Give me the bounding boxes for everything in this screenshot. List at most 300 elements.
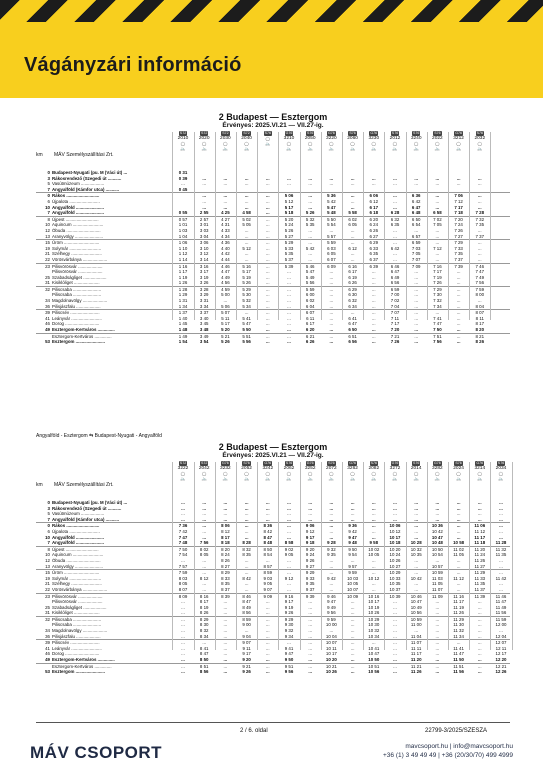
time-cell: 10 50 bbox=[431, 546, 443, 552]
row-km: 7 bbox=[47, 540, 50, 546]
train-column-header bbox=[259, 460, 277, 482]
time-cell: ... bbox=[414, 315, 419, 321]
time-cell: 6 20 bbox=[369, 216, 379, 222]
time-cell: ... bbox=[477, 657, 482, 663]
time-cell: 7 57 bbox=[178, 563, 188, 569]
row-km: 49 bbox=[45, 327, 50, 333]
row-km: 15 bbox=[45, 240, 50, 246]
time-cell: 9 20 bbox=[305, 546, 315, 552]
time-cell: ... bbox=[371, 516, 376, 522]
time-cell: ... bbox=[350, 610, 355, 616]
row-km: 7 bbox=[47, 186, 50, 192]
time-cell: 9 20 bbox=[242, 657, 251, 663]
train-number: 3230 bbox=[368, 135, 380, 141]
row-km: 5 bbox=[47, 511, 50, 517]
row-station: Kisiklóliget ..................... bbox=[52, 280, 100, 286]
time-cell: ... bbox=[371, 511, 376, 517]
timetable-header bbox=[36, 130, 510, 170]
time-cell: ... bbox=[456, 500, 461, 505]
time-cell: 10 19 bbox=[368, 604, 380, 610]
time-cell: 7 41 bbox=[433, 315, 442, 321]
row-km: 3 bbox=[47, 175, 50, 181]
table-row bbox=[36, 657, 510, 664]
time-cell: 8 27 bbox=[221, 563, 230, 569]
time-cell: ... bbox=[265, 645, 270, 651]
time-cell: 6 24 bbox=[369, 222, 379, 228]
train-column-header bbox=[322, 460, 340, 482]
time-cell: ... bbox=[393, 651, 397, 657]
time-cell: ... bbox=[456, 269, 461, 275]
row-station: Leányvár ......................... bbox=[52, 315, 102, 321]
time-cell: 6 26 bbox=[348, 280, 357, 286]
time-cell: 5 33 bbox=[284, 245, 294, 251]
time-cell: 8 20 bbox=[475, 327, 485, 333]
time-cell: ... bbox=[414, 327, 419, 333]
contact-web: mavcsoport.hu | info@mavcsoport.hu bbox=[405, 743, 513, 750]
time-cell: ... bbox=[435, 198, 440, 204]
time-cell: ... bbox=[308, 516, 313, 522]
table-row bbox=[36, 327, 510, 334]
time-cell: ... bbox=[456, 516, 461, 522]
time-cell: 7 26 bbox=[390, 339, 400, 345]
time-cell: ... bbox=[329, 175, 334, 181]
row-km: 3 bbox=[47, 505, 50, 511]
time-cell: 11 49 bbox=[495, 604, 507, 610]
time-cell: 10 42 bbox=[431, 528, 443, 534]
time-cell: ... bbox=[308, 633, 313, 639]
time-cell: 11 27 bbox=[474, 563, 486, 569]
time-cell: ... bbox=[223, 204, 228, 210]
time-cell: ... bbox=[371, 557, 376, 563]
time-cell: ... bbox=[371, 528, 376, 534]
time-cell: ... bbox=[371, 333, 376, 339]
time-cell: 9 47 bbox=[284, 651, 294, 657]
time-cell: 8 32 bbox=[199, 628, 209, 634]
time-cell: 7 39 bbox=[454, 263, 463, 269]
time-cell: 8 59 bbox=[242, 616, 251, 622]
time-cell: ... bbox=[181, 599, 185, 605]
time-cell: ... bbox=[414, 181, 419, 187]
time-cell: ... bbox=[265, 286, 270, 292]
time-cell: 5 56 bbox=[242, 339, 251, 345]
time-cell: ... bbox=[265, 269, 270, 275]
time-cell: 9 05 bbox=[284, 552, 294, 558]
time-cell: ... bbox=[350, 599, 355, 605]
time-cell: 8 42 bbox=[263, 528, 273, 534]
time-cell: 9 56 bbox=[327, 610, 336, 616]
time-cell: 5 19 bbox=[242, 274, 251, 280]
time-cell: 8 58 bbox=[284, 540, 294, 546]
time-cell: 6 47 bbox=[411, 204, 421, 210]
time-cell: ... bbox=[265, 256, 270, 262]
time-cell: ... bbox=[456, 175, 461, 181]
time-cell: ... bbox=[499, 570, 503, 576]
time-cell: 10 26 bbox=[389, 557, 401, 563]
row-km: 15 bbox=[45, 570, 50, 576]
time-cell: ... bbox=[456, 327, 461, 333]
time-cell: 6 17 bbox=[348, 269, 357, 275]
timetable-validity: Érvényes: 2025.VI.21 — VII.27-ig. bbox=[222, 452, 324, 459]
bicycle-icon: ◯ 🚲 bbox=[371, 471, 377, 482]
time-cell: 8 47 bbox=[242, 599, 251, 605]
time-cell: 11 00 bbox=[410, 622, 422, 628]
time-cell: ... bbox=[202, 198, 207, 204]
time-cell: 1 31 bbox=[178, 298, 188, 304]
row-station: Leányvár ......................... bbox=[52, 645, 102, 651]
row-station: Aquincum ......................... bbox=[52, 552, 104, 558]
time-cell: ... bbox=[477, 175, 482, 181]
time-cell: 7 02 bbox=[433, 216, 442, 222]
time-cell: 7 46 bbox=[475, 263, 485, 269]
time-cell: 8 50 bbox=[263, 546, 273, 552]
time-cell: 10 35 bbox=[389, 581, 401, 587]
time-cell: 4 49 bbox=[221, 274, 230, 280]
time-cell: 5 35 bbox=[284, 251, 294, 257]
train-number: 2014 bbox=[410, 465, 422, 471]
time-cell: 10 39 bbox=[389, 593, 401, 599]
bicycle-icon: ◯ 🚲 bbox=[243, 471, 250, 482]
time-cell: 6 17 bbox=[369, 204, 379, 210]
time-cell: 6 07 bbox=[327, 256, 336, 262]
time-cell: 8 35 bbox=[242, 552, 251, 558]
time-cell: 7 56 bbox=[433, 339, 442, 345]
time-cell: 11 02 bbox=[453, 546, 464, 552]
time-cell: 6 54 bbox=[411, 222, 421, 228]
header-banner bbox=[0, 0, 543, 98]
time-cell: 4 58 bbox=[242, 210, 251, 216]
time-cell: 6 50 bbox=[348, 327, 357, 333]
time-cell: ... bbox=[435, 500, 440, 505]
time-cell: 6 00 bbox=[305, 292, 315, 298]
time-cell: ... bbox=[287, 327, 291, 333]
time-cell: 4 25 bbox=[221, 210, 230, 216]
time-cell: ... bbox=[329, 570, 334, 576]
time-cell: 11 12 bbox=[453, 575, 464, 581]
row-station: Vörösvárbánya .................... bbox=[52, 586, 108, 592]
time-cell: ... bbox=[265, 315, 270, 321]
row-station: Magdolnavölgy .................... bbox=[52, 298, 108, 304]
time-cell: 8 33 bbox=[221, 575, 230, 581]
time-cell: ... bbox=[393, 204, 397, 210]
row-station: Angyalföld ....................... bbox=[52, 204, 104, 210]
time-cell: 1 06 bbox=[178, 240, 188, 246]
column-divider bbox=[469, 462, 470, 650]
time-cell: 7 30 bbox=[433, 292, 442, 298]
time-cell: ... bbox=[499, 628, 503, 634]
time-cell: 8 26 bbox=[199, 610, 209, 616]
timetable-title: 2 Budapest — Esztergom bbox=[218, 112, 328, 122]
time-cell: ... bbox=[244, 570, 249, 576]
time-cell: 0 31 bbox=[178, 170, 188, 175]
row-km: 22 bbox=[45, 586, 50, 592]
time-cell: 6 49 bbox=[390, 274, 400, 280]
time-cell: 6 09 bbox=[327, 263, 336, 269]
time-cell: 8 18 bbox=[221, 540, 230, 546]
time-cell: 5 17 bbox=[284, 204, 294, 210]
time-cell: ... bbox=[350, 633, 355, 639]
table-row bbox=[36, 587, 510, 594]
time-cell: ... bbox=[477, 610, 482, 616]
train-column-header bbox=[301, 460, 319, 482]
time-cell: 9 59 bbox=[327, 616, 336, 622]
row-km: 19 bbox=[45, 245, 50, 251]
train-line-badge: G76 bbox=[285, 131, 293, 135]
time-cell: ... bbox=[308, 622, 313, 628]
time-cell: 5 24 bbox=[284, 222, 294, 228]
time-cell: ... bbox=[456, 315, 461, 321]
time-cell: ... bbox=[202, 528, 207, 534]
time-cell: ... bbox=[265, 321, 270, 327]
time-cell: 11 11 bbox=[411, 645, 422, 651]
time-cell: 10 36 bbox=[431, 523, 443, 529]
time-cell: 6 05 bbox=[348, 222, 357, 228]
time-cell: ... bbox=[435, 616, 440, 622]
column-divider bbox=[321, 462, 322, 650]
time-cell: ... bbox=[350, 175, 355, 181]
row-km: 13 bbox=[45, 233, 50, 239]
time-cell: 5 12 bbox=[284, 198, 294, 204]
time-cell: ... bbox=[265, 633, 270, 639]
time-cell: 7 12 bbox=[433, 245, 442, 251]
train-number: 2034 bbox=[495, 465, 507, 471]
column-divider bbox=[427, 132, 428, 320]
column-divider bbox=[278, 132, 279, 320]
time-cell: 1 10 bbox=[178, 245, 188, 251]
time-cell: ... bbox=[265, 557, 270, 563]
time-cell: ... bbox=[435, 645, 440, 651]
time-cell: ... bbox=[287, 528, 291, 534]
time-cell: 9 56 bbox=[284, 669, 294, 675]
time-cell: 10 48 bbox=[431, 540, 443, 546]
row-station: Angyalföld ....................... bbox=[52, 210, 104, 216]
time-cell: ... bbox=[350, 663, 355, 669]
time-cell: ... bbox=[414, 227, 419, 233]
column-divider bbox=[342, 132, 343, 320]
column-divider bbox=[321, 132, 322, 320]
time-cell: 1 29 bbox=[178, 292, 188, 298]
time-cell: 4 44 bbox=[221, 256, 230, 262]
time-cell: 7 29 bbox=[433, 286, 442, 292]
time-cell: 6 39 bbox=[369, 263, 379, 269]
time-cell: 6 50 bbox=[411, 216, 421, 222]
bicycle-icon: ◯ 🚲 bbox=[413, 141, 419, 152]
time-cell: ... bbox=[371, 339, 376, 345]
time-cell: ... bbox=[329, 298, 334, 304]
time-cell: 7 04 bbox=[390, 303, 400, 309]
row-km: 6 bbox=[47, 198, 50, 204]
time-cell: ... bbox=[435, 622, 440, 628]
time-cell: ... bbox=[265, 193, 270, 199]
time-cell: 10 54 bbox=[431, 552, 443, 558]
time-cell: 10 02 bbox=[368, 546, 380, 552]
time-cell: 11 05 bbox=[453, 552, 464, 558]
time-cell: 6 04 bbox=[305, 303, 315, 309]
time-cell: 9 29 bbox=[305, 570, 315, 576]
time-cell: 12 26 bbox=[495, 669, 507, 675]
time-cell: ... bbox=[202, 557, 207, 563]
column-divider bbox=[406, 462, 407, 650]
row-km: 32 bbox=[45, 616, 50, 622]
time-cell: 10 12 bbox=[389, 528, 401, 534]
time-cell: ... bbox=[244, 193, 249, 199]
time-cell: ... bbox=[265, 616, 270, 622]
train-number: 2032 bbox=[474, 135, 486, 141]
time-cell: ... bbox=[350, 233, 355, 239]
time-cell: 8 59 bbox=[263, 570, 273, 576]
time-cell: ... bbox=[371, 310, 376, 316]
time-cell: ... bbox=[435, 227, 440, 233]
time-cell: ... bbox=[265, 181, 270, 187]
time-cell: 5 36 bbox=[327, 193, 336, 199]
row-station: Esztergom-Kertváros .............. bbox=[52, 657, 115, 663]
time-cell: ... bbox=[414, 516, 419, 522]
bicycle-icon: ◯ 🚲 bbox=[180, 141, 186, 152]
time-cell: ... bbox=[329, 511, 334, 517]
time-cell: ... bbox=[287, 500, 291, 505]
train-number: 2012 bbox=[389, 135, 401, 141]
time-cell: ... bbox=[414, 292, 419, 298]
time-cell: ... bbox=[350, 251, 355, 257]
bicycle-icon: ◯ 🚲 bbox=[477, 141, 483, 152]
bicycle-icon: ◯ 🚲 bbox=[222, 141, 228, 152]
column-divider bbox=[384, 462, 385, 650]
column-divider bbox=[384, 132, 385, 320]
time-cell: ... bbox=[456, 292, 461, 298]
time-cell: 11 24 bbox=[474, 552, 486, 558]
time-cell: 6 33 bbox=[369, 245, 379, 251]
time-cell: ... bbox=[308, 610, 313, 616]
contact-phone: +36 (1) 3 49 49 49 | +36 (20/30/70) 499 4999 bbox=[383, 752, 513, 759]
time-cell: 5 59 bbox=[327, 240, 336, 246]
time-cell: 5 20 bbox=[284, 216, 294, 222]
time-cell: 7 42 bbox=[178, 528, 188, 534]
time-cell: ... bbox=[329, 333, 334, 339]
time-cell: ... bbox=[393, 505, 397, 511]
bicycle-icon: ◯ 🚲 bbox=[201, 141, 207, 152]
row-station: Óbuda ............................ bbox=[52, 557, 101, 563]
time-cell: ... bbox=[329, 528, 334, 534]
time-cell: ... bbox=[308, 193, 313, 199]
time-cell: 5 48 bbox=[327, 210, 336, 216]
time-cell: 7 35 bbox=[475, 222, 485, 228]
train-line-badge: G76 bbox=[476, 461, 484, 465]
time-cell: ... bbox=[350, 628, 355, 634]
time-cell: 0 57 bbox=[178, 216, 188, 222]
time-cell: ... bbox=[477, 516, 482, 522]
time-cell: 2 55 bbox=[199, 210, 209, 216]
row-station: Piliscsaba ....................... bbox=[52, 616, 102, 622]
time-cell: ... bbox=[350, 651, 355, 657]
time-cell: 7 02 bbox=[390, 298, 400, 304]
time-cell: 4 33 bbox=[221, 227, 230, 233]
time-cell: 9 07 bbox=[242, 640, 251, 646]
time-cell: ... bbox=[329, 534, 334, 540]
time-cell: ... bbox=[414, 557, 419, 563]
time-cell: 9 58 bbox=[369, 540, 379, 546]
time-cell: ... bbox=[308, 669, 313, 675]
time-cell: ... bbox=[265, 251, 270, 257]
time-cell: 7 20 bbox=[390, 327, 400, 333]
time-cell: ... bbox=[499, 557, 503, 563]
time-cell: ... bbox=[265, 663, 270, 669]
time-cell: ... bbox=[414, 563, 419, 569]
time-cell: 11 35 bbox=[474, 581, 486, 587]
column-divider bbox=[448, 132, 449, 320]
train-number: 2010 bbox=[177, 135, 189, 141]
time-cell: ... bbox=[350, 227, 355, 233]
time-cell: 10 59 bbox=[410, 616, 422, 622]
row-km: 23 bbox=[45, 263, 50, 269]
time-cell: 4 47 bbox=[221, 269, 230, 275]
train-line-badge: G76 bbox=[221, 461, 229, 465]
time-cell: 6 59 bbox=[411, 240, 421, 246]
time-cell: ... bbox=[223, 599, 228, 605]
time-cell: ... bbox=[456, 333, 461, 339]
time-cell: ... bbox=[435, 233, 440, 239]
time-cell: ... bbox=[223, 298, 228, 304]
time-cell: 1 17 bbox=[178, 269, 188, 275]
time-cell: ... bbox=[287, 339, 291, 345]
time-cell: 11 59 bbox=[495, 616, 507, 622]
time-cell: ... bbox=[435, 310, 440, 316]
time-cell: 10 58 bbox=[453, 540, 465, 546]
time-cell: 5 34 bbox=[242, 303, 251, 309]
time-cell: 11 47 bbox=[495, 599, 507, 605]
time-cell: ... bbox=[477, 505, 482, 511]
time-cell: ... bbox=[435, 604, 440, 610]
time-cell: 9 03 bbox=[263, 575, 273, 581]
bicycle-icon: ◯ 🚲 bbox=[307, 141, 313, 152]
time-cell: ... bbox=[371, 505, 376, 511]
row-km: 41 bbox=[45, 645, 50, 651]
time-cell: 5 21 bbox=[221, 333, 230, 339]
train-line-badge: S76 bbox=[391, 131, 399, 135]
train-number: 3252 bbox=[304, 465, 316, 471]
time-cell: ... bbox=[287, 181, 291, 187]
time-cell: ... bbox=[435, 557, 440, 563]
operator-name: MÁV Személyszállítási Zrt. bbox=[54, 482, 114, 488]
time-cell: 5 18 bbox=[284, 210, 294, 216]
time-cell: 6 29 bbox=[348, 286, 357, 292]
time-cell: 11 29 bbox=[474, 570, 486, 576]
train-number: 3210 bbox=[283, 135, 295, 141]
time-cell: 5 27 bbox=[284, 233, 294, 239]
time-cell: 11 34 bbox=[453, 633, 464, 639]
row-station: Pilisvörösvár .................... bbox=[52, 593, 103, 599]
time-cell: ... bbox=[329, 327, 334, 333]
time-cell: 7 26 bbox=[433, 280, 442, 286]
train-column-header bbox=[344, 130, 362, 152]
time-cell: ... bbox=[456, 298, 461, 304]
row-station: Angyalföld (Kámfor utca) ........... bbox=[52, 186, 120, 192]
row-station: Vasútmúzeum ................... bbox=[52, 511, 105, 517]
column-divider bbox=[406, 132, 407, 320]
bicycle-icon: ◯ 🚲 bbox=[392, 471, 398, 482]
time-cell: 7 07 bbox=[390, 310, 400, 316]
time-cell: 11 04 bbox=[410, 633, 422, 639]
time-cell: 6 57 bbox=[411, 233, 421, 239]
bicycle-icon: ◯ 🚲 bbox=[434, 141, 440, 152]
time-cell: ... bbox=[393, 181, 397, 187]
row-station: Piliscsév ........................ bbox=[52, 310, 100, 316]
time-cell: 8 49 bbox=[242, 604, 251, 610]
time-cell: 1 54 bbox=[178, 339, 188, 345]
time-cell: ... bbox=[456, 570, 461, 576]
time-cell: 11 28 bbox=[495, 540, 507, 546]
time-cell: 5 17 bbox=[242, 269, 251, 275]
bicycle-icon: ◯ 🚲 bbox=[286, 471, 292, 482]
time-cell: ... bbox=[393, 500, 397, 505]
